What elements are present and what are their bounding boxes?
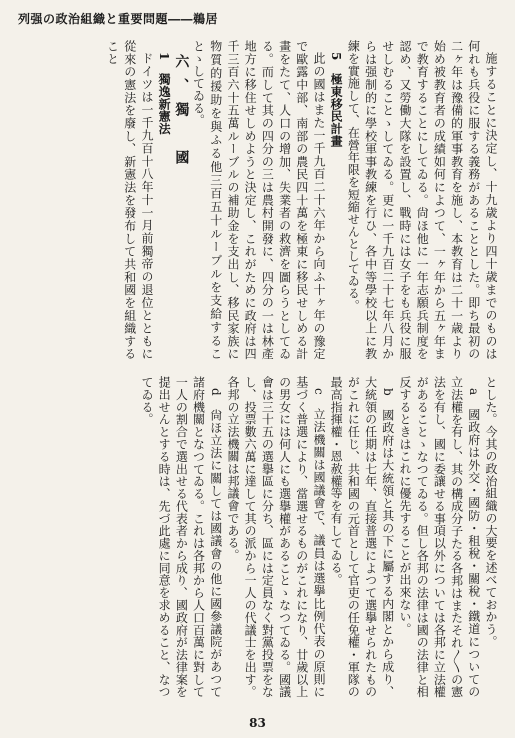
- paragraph: 施することに決定し、十九歳より四十歳までのものは何れも兵役に服する義務があることとした。即ち最初の二ヶ年は豫備的軍事教育を施し、本教育は二十一歳より始め被教育者の成績如何によつて、一ヶ年から五ヶ年まで教育することにしてゐる。尙ほ他に一年志願兵制度を認め、又勞働大隊を設置し、戰時には女子をも兵役に服せしむることゝしてゐる。更に一千九百二十七年八月からは强制的に學校軍事教練を行ひ、各中等學校以上に教練を實施して、在營年限を短縮せんとしてゐる。: [346, 40, 498, 360]
- section-heading: 1 獨逸新憲法: [157, 52, 172, 135]
- paragraph: d 尙ほ立法に關しては國議會の他に國參議院があつて諸府機關となつてゐる。これは各邦から人口百萬に對して一人の割合で選出せる代表者から成り、國政府が法律案を提出せんとする時は、先づ此處に同意を求めること、なつてゐる。: [139, 376, 223, 698]
- page-number: 83: [249, 716, 266, 730]
- paragraph: c 立法機關は國議會で、議員は選擧比例代表の原則に基づく普選により、當選せるものがこれになり、廿歲以上の男女には何人にも選擧權があることゝなつてゐる。國議會は三十五の選擧區に分ち、區には定員なく對黨投票をなし、投票數六萬に達して其の派から一人の代議士を出す。各邦の立法機關は邦議會である。: [225, 376, 326, 698]
- section-heading: 5 極東移民計畫: [329, 52, 344, 148]
- paragraph: a 國政府は外交・國防・租稅・關稅・鐵道についての立法權を有し、其の構成分子たる各邦はまたそれ〳〵の憲法を有し、國に委讓せる事項以外については各邦に立法權があることゝなつてゐる。但し各邦の法律は國の法律と相反するときはこれに優先することが出來ない。: [397, 376, 481, 698]
- lower-text-column: [11, 376, 499, 698]
- running-head: 列强の政治組織と重要問題――鵜居: [18, 12, 219, 26]
- paragraph: b 國政府は大統領と其の下に屬する内閣とから成り、大統領の任期は七年、直接普選によつて選擧せられたものがこれに任じ、共和國の元首として官吏の任免權・軍隊の最高指揮權・恩赦權等を有してゐる。: [329, 376, 395, 698]
- paragraph: ドイツは一千九百十八年十一月前獨帝の退位とともに從來の憲法を廢し、新憲法を發布して共和國を組織すること: [105, 40, 154, 360]
- upper-text-column: [11, 40, 499, 360]
- chapter-heading: 六、獨 國: [173, 54, 190, 174]
- paragraph: とした。今其の政治組織の大要を述べておかう。: [484, 376, 498, 648]
- paragraph: 此の國はまた一千九百二十六年から向ふ十ヶ年の豫定で歐露中部、南部の農民四十萬を極東に移民せしめる計畫をたて、人口の增加、失業者の救濟を圖らうとしてゐる。而して其の四分の三は農村開發に、四分の一は林產地方に移住せしめようと決定し、これがために政府は四千三百六十五萬ルーブルの補助金を支出し、移民家族に物質的援助を與ふる他三百五十ルーブルを支給することゝしてゐる。: [191, 40, 326, 360]
